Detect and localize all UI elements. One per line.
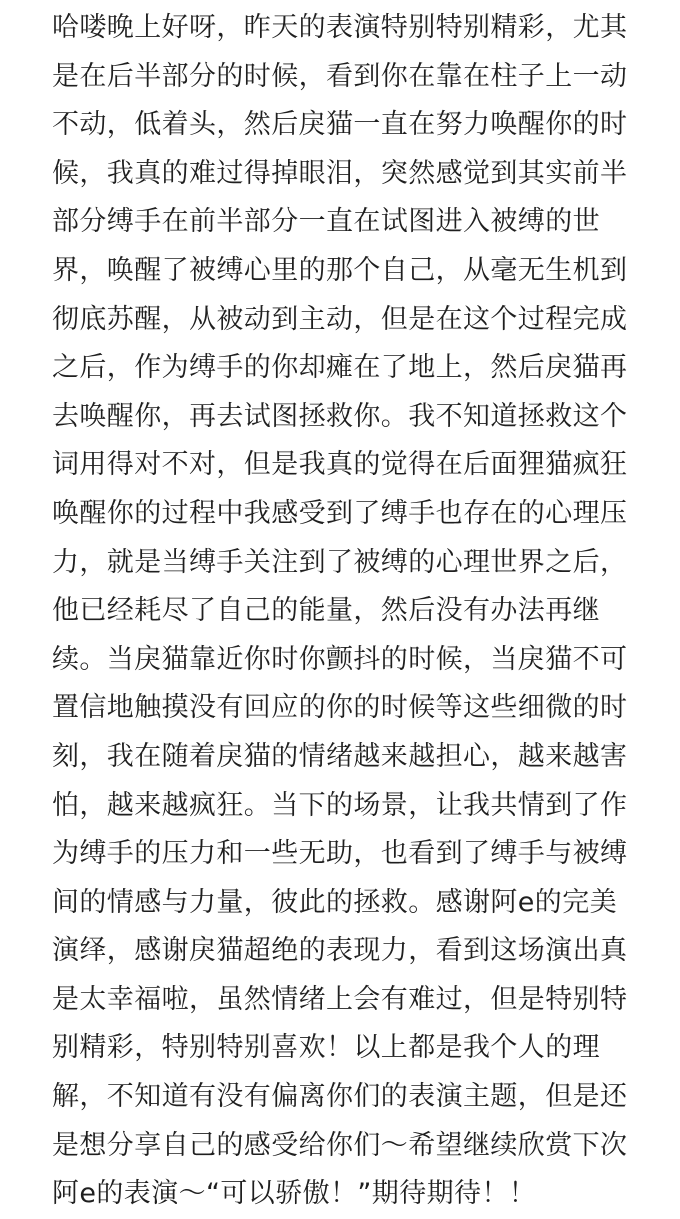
text-line-3: 不动，低着头，然后戾猫一直在努力唤醒你的时	[52, 109, 628, 141]
text-line-16: 刻，我在随着戾猫的情绪越来越担心，越来越害	[52, 740, 628, 772]
text-line-12: 力，就是当缚手关注到了被缚的心理世界之后，	[52, 546, 628, 578]
text-line-23: 解，不知道有没有偏离你们的表演主题，但是还	[52, 1081, 628, 1113]
text-line-6: 界，唤醒了被缚心里的那个自己，从毫无生机到	[52, 254, 628, 286]
message-body	[52, 4, 652, 1219]
text-line-25: 阿e的表演～“可以骄傲！”期待期待！！	[52, 1178, 537, 1210]
text-line-14: 续。当戾猫靠近你时你颤抖的时候，当戾猫不可	[52, 643, 628, 675]
text-line-21: 是太幸福啦，虽然情绪上会有难过，但是特别特	[52, 983, 628, 1015]
text-line-15: 置信地触摸没有回应的你的时候等这些细微的时	[52, 692, 628, 724]
text-line-2: 是在后半部分的时候，看到你在靠在柱子上一动	[52, 60, 628, 92]
text-line-9: 去唤醒你，再去试图拯救你。我不知道拯救这个	[52, 400, 628, 432]
text-line-10: 词用得对不对，但是我真的觉得在后面狸猫疯狂	[52, 449, 628, 481]
text-line-5: 部分缚手在前半部分一直在试图进入被缚的世	[52, 206, 600, 238]
text-line-4: 候，我真的难过得掉眼泪，突然感觉到其实前半	[52, 157, 628, 189]
text-line-22: 别精彩，特别特别喜欢！以上都是我个人的理	[52, 1032, 600, 1064]
text-line-1: 哈喽晚上好呀，昨天的表演特别特别精彩，尤其	[52, 12, 628, 43]
text-line-13: 他已经耗尽了自己的能量，然后没有办法再继	[52, 595, 600, 627]
text-line-18: 为缚手的压力和一些无助，也看到了缚手与被缚	[52, 838, 628, 870]
text-line-19: 间的情感与力量，彼此的拯救。感谢阿e的完美	[52, 886, 618, 918]
text-line-20: 演绎，感谢戾猫超绝的表现力，看到这场演出真	[52, 935, 628, 967]
text-line-24: 是想分享自己的感受给你们～希望继续欣赏下次	[52, 1129, 628, 1161]
text-line-7: 彻底苏醒，从被动到主动，但是在这个过程完成	[52, 303, 628, 335]
text-line-8: 之后，作为缚手的你却瘫在了地上，然后戾猫再	[52, 352, 628, 384]
text-line-17: 怕，越来越疯狂。当下的场景，让我共情到了作	[52, 789, 628, 821]
text-line-11: 唤醒你的过程中我感受到了缚手也存在的心理压	[52, 497, 628, 529]
